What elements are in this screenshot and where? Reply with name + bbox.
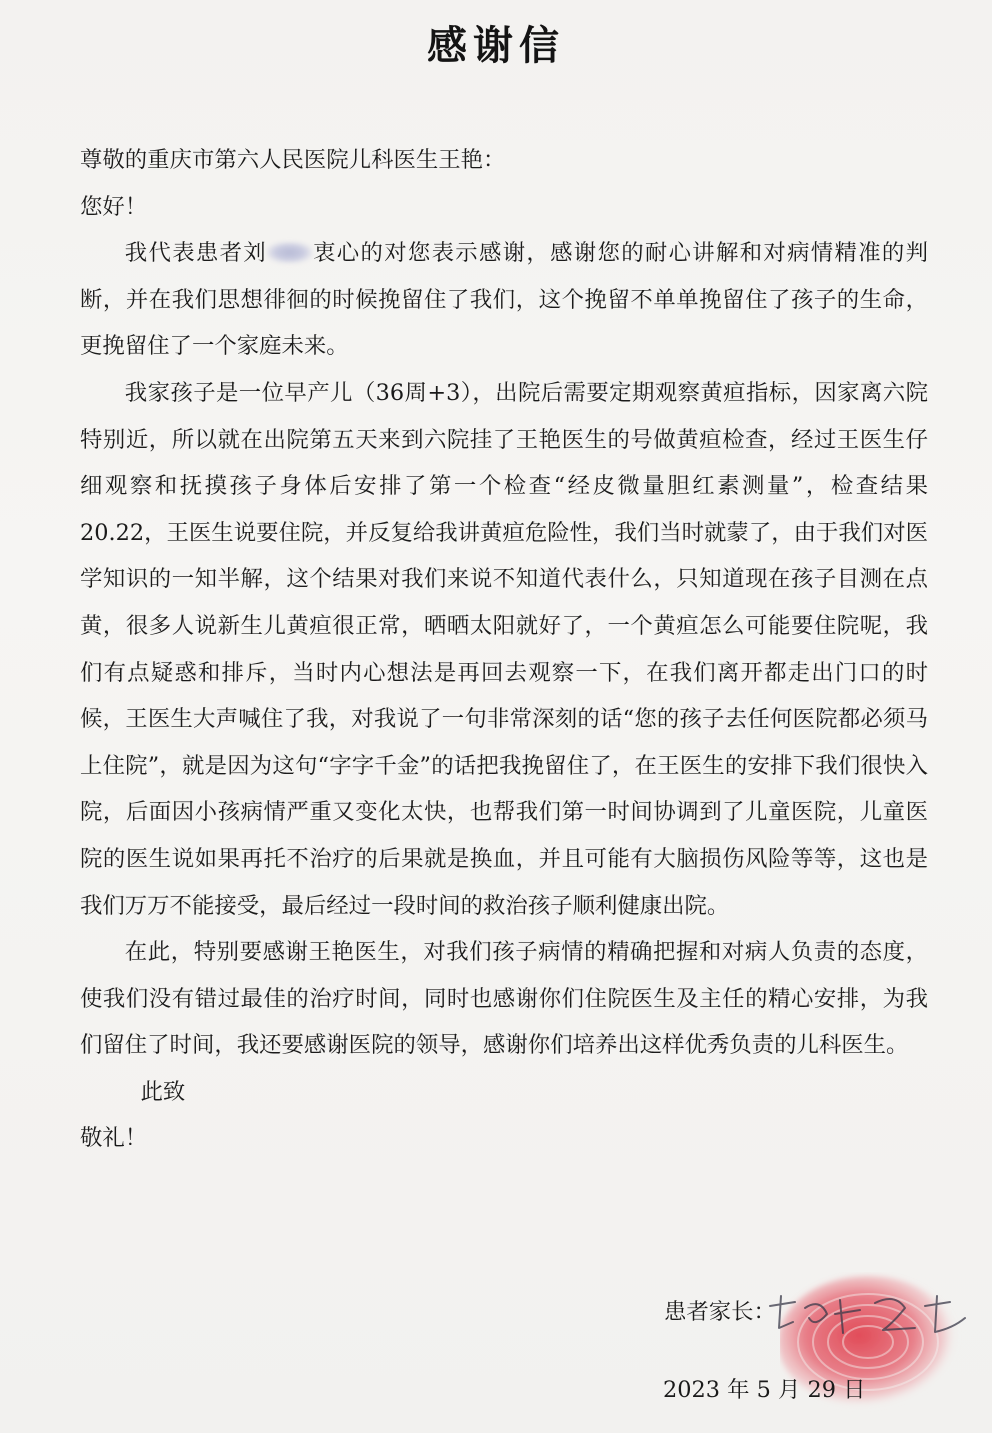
closing-jingli: 敬礼！ (80, 1125, 148, 1152)
paragraph-1-start: 我代表患者刘 (124, 240, 267, 267)
handwritten-signature (765, 1288, 975, 1348)
paragraph-3: 在此，特别要感谢王艳医生，对我们孩子病情的精确把握和对病人负责的态度，使我们没有错过最佳的治疗时间，同时也感谢你们住院医生及主任的精心安排，为我们留住了时间，我还要感谢医院的领导，感谢你们培养出这样优秀负责的儿科医生。 (80, 939, 928, 1059)
letter-title: 感谢信 (427, 22, 565, 69)
paragraph-1-rest: 衷心的对您表示感谢，感谢您的耐心讲解和对病情精准的判断，并在我们思想徘徊的时候挽留住了我们，这个挽留不单单挽留住了孩子的生命，更挽留住了一个家庭未来。 (80, 240, 929, 360)
letter-body (80, 137, 928, 1162)
salutation: 尊敬的重庆市第六人民医院儿科医生王艳： (80, 147, 506, 173)
closing-cizhi: 此致 (140, 1078, 186, 1105)
paragraph-2: 我家孩子是一位早产儿（36周+3），出院后需要定期观察黄疸指标，因家离六院特别近，所以就在出院第五天来到六院挂了王艳医生的号做黄疸检查，经过王医生仔细观察和抚摸孩子身体后安排了第一个检查“经皮微量胆红素测量”，检查结果20.22，王医生说要住院，并反复给我讲黄疸危险性，我们当时就蒙了，由于我们对医学知识的一知半解，这个结果对我们来说不知道代表什么，只知道现在孩子目测在点黄，很多人说新生儿黄疸很正常，晒晒太阳就好了，一个黄疸怎么可能要住院呢，我们有点疑惑和排斥，当时内心想法是再回去观察一下，在我们离开都走出门口的时候，王医生大声喊住了我，对我说了一句非常深刻的话“您的孩子去任何医院都必须马上住院”，就是因为这句“字字千金”的话把我挽留住了，在王医生的安排下我们很快入院，后面因小孩病情严重又变化太快，也帮我们第一时间协调到了儿童医院，儿童医院的医生说如果再托不治疗的后果就是换血，并且可能有大脑损伤风险等等，这也是我们万万不能接受，最后经过一段时间的救治孩子顺利健康出院。 (80, 379, 928, 919)
greeting: 您好！ (80, 193, 148, 220)
signature-label: 患者家长： (664, 1299, 776, 1325)
letter-date: 2023 年 5 月 29 日 (663, 1377, 866, 1403)
paragraph-1 (80, 230, 928, 370)
redacted-name-blur (267, 242, 312, 263)
